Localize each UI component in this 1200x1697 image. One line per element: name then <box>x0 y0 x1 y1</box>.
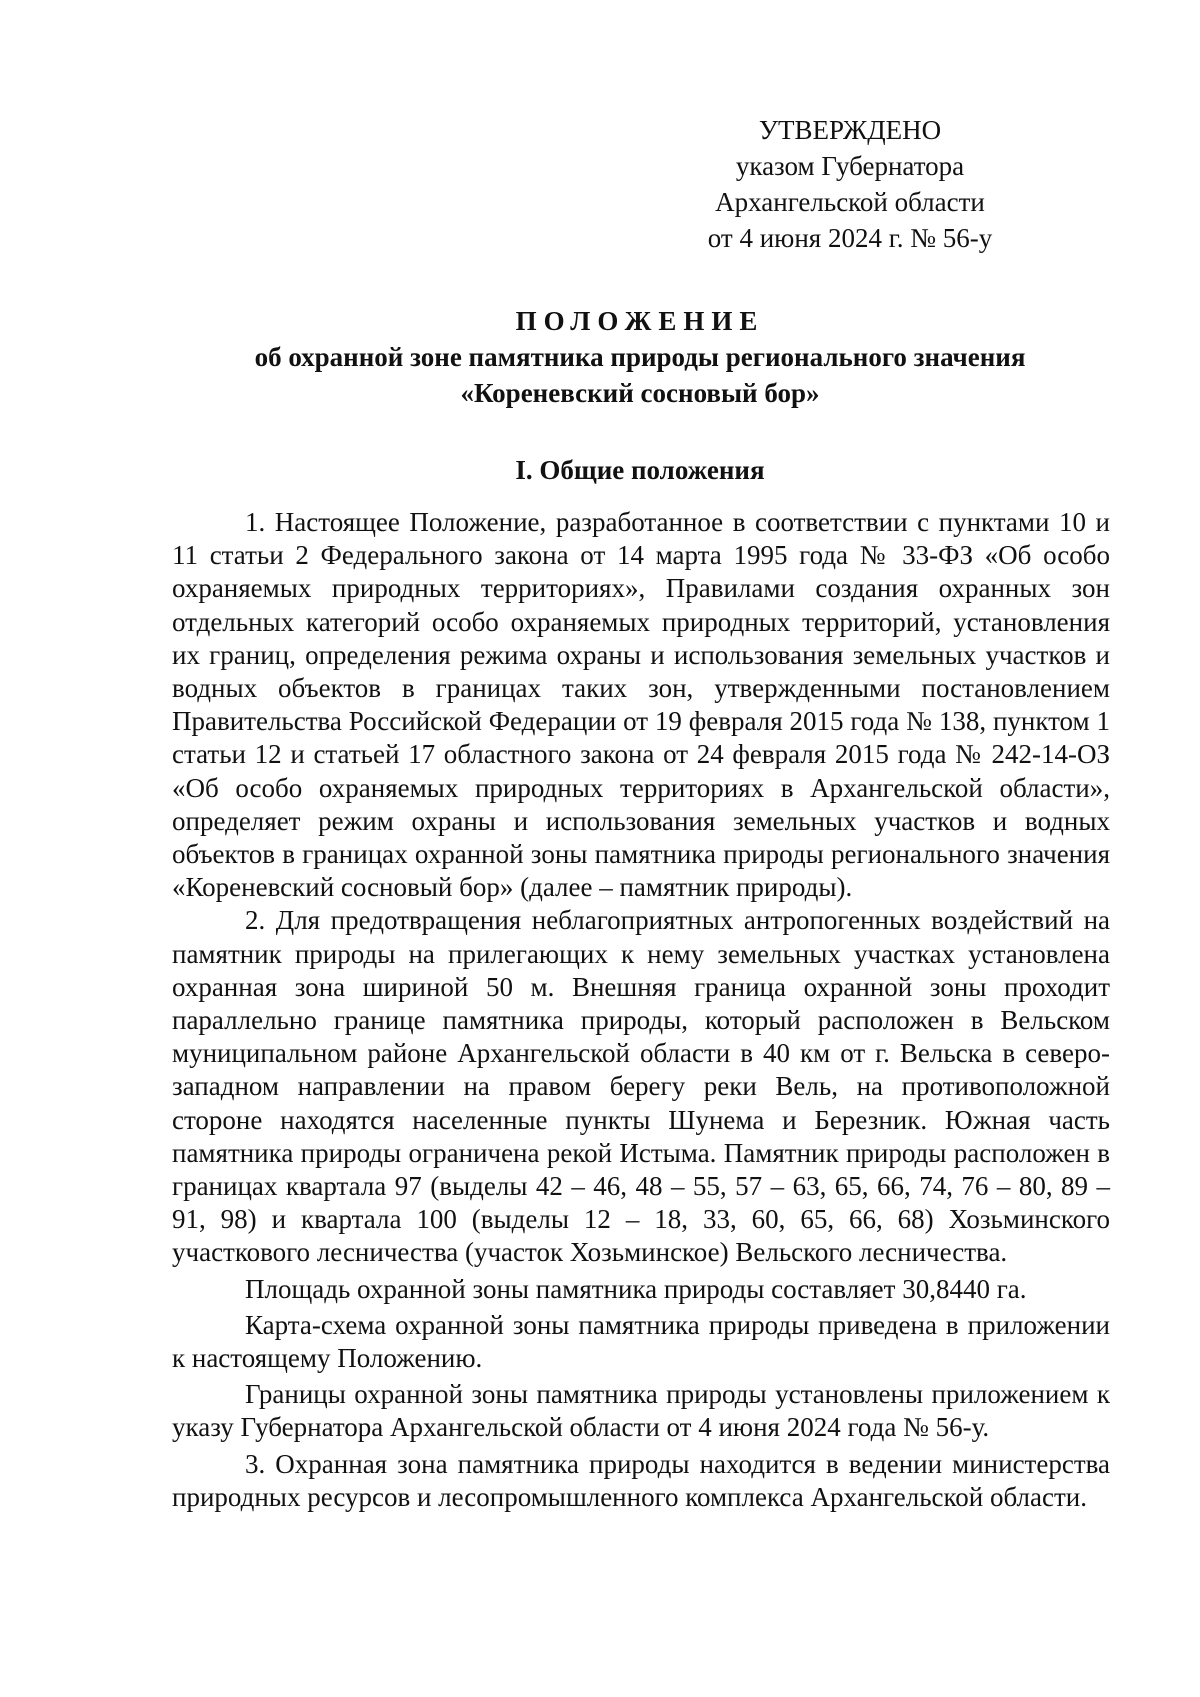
document-subject-line: об охранной зоне памятника природы регионального значения <box>254 342 1026 372</box>
section-heading: I. Общие положения <box>515 455 765 485</box>
paragraph-map: Карта-схема охранной зоны памятника природы приведена в приложении к настоящему Положению. <box>172 1309 1110 1374</box>
approval-line-date: от 4 июня 2024 г. № 56-у <box>707 223 993 253</box>
approval-line-approved: УТВЕРЖДЕНО <box>758 115 942 145</box>
paragraph-3: 3. Охранная зона памятника природы находится в ведении министерства природных ресурсов и лесопромышленного комплекса Архангельской области. <box>172 1448 1110 1512</box>
approval-stamp <box>680 112 1020 256</box>
document-type-heading: ПОЛОЖЕНИЕ <box>515 306 765 336</box>
document-body <box>172 506 1110 1514</box>
document-title <box>170 303 1110 411</box>
paragraph-area: Площадь охранной зоны памятника природы составляет 30,8440 га. <box>245 1273 1027 1304</box>
approval-line-decree: указом Губернатора <box>735 151 965 181</box>
approval-line-region: Архангельской области <box>715 187 985 217</box>
document-subject-name: «Кореневский сосновый бор» <box>460 378 820 408</box>
paragraph-boundaries: Границы охранной зоны памятника природы установлены приложением к указу Губернатора Архангельской области от 4 июня 2024 года № 56-у. <box>172 1379 1110 1443</box>
paragraph-1: 1. Настоящее Положение, разработанное в соответствии с пунктами 10 и 11 статьи 2 Федерального закона от 14 марта 1995 года № 33-ФЗ «Об особо охраняемых природных территориях», Правилами создания охранных зон отдельных категорий особо охраняемых природных территорий, установления их границ, определения режима охраны и использования земельных участков и водных объектов в границах таких зон, утвержденными постановлением Правительства Российской Федерации от 19 февраля 2015 года № 138, пунктом 1 статьи 12 и статьей 17 областного закона от 24 февраля 2015 года № 242-14-ОЗ «Об особо охраняемых природных территориях в Архангельской области», определяет режим охраны и использования земельных участков и водных объектов в границах охранной зоны памятника природы регионального значения «Кореневский сосновый бор» (далее – памятник природы). <box>172 507 1110 903</box>
paragraph-2: 2. Для предотвращения неблагоприятных антропогенных воздействий на памятник природы на прилегающих к нему земельных участках установлена охранная зона шириной 50 м. Внешняя граница охранной зоны проходит параллельно границе памятника природы, который расположен в Вельском муниципальном районе Архангельской области в 40 км от г. Вельска в северо-западном направлении на правом берегу реки Вель, на противоположной стороне находятся населенные пункты Шунема и Березник. Южная часть памятника природы ограничена рекой Истыма. Памятник природы расположен в границах квартала 97 (выделы 42 – 46, 48 – 55, 57 – 63, 65, 66, 74, 76 – 80, 89 – 91, 98) и квартала 100 (выделы 12 – 18, 33, 60, 65, 66, 68) Хозьминского участкового лесничества (участок Хозьминское) Вельского лесничества. <box>172 905 1110 1268</box>
